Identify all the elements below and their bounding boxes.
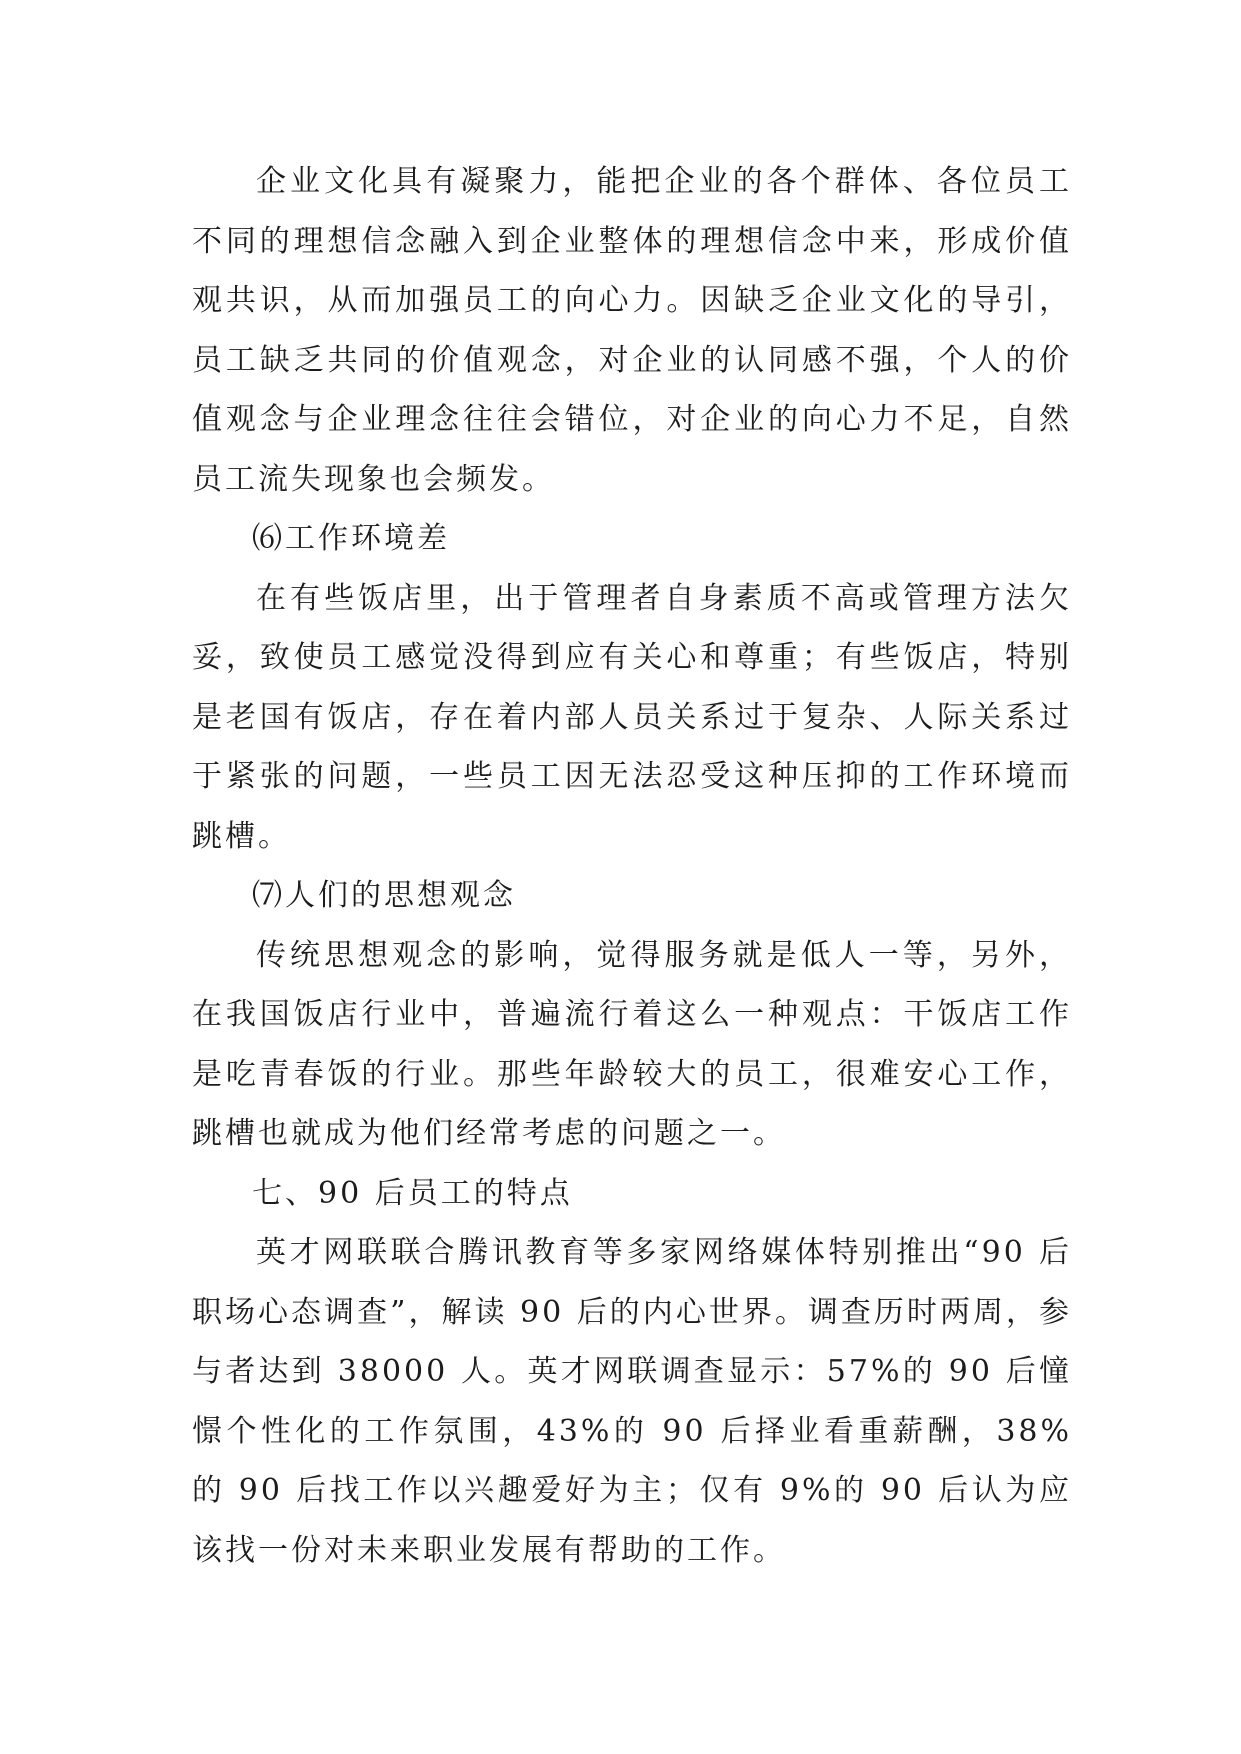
heading-ideas: ⑺人们的思想观念 [252,878,516,913]
paragraph-post90-survey: 英才网联联合腾讯教育等多家网络媒体特别推出“90 后职场心态调查”，解读 90 后的内心世界。调查历时两周，参与者达到 38000 人。英才网联调查显示：57%的 90 后憧憬个性化的工作氛围，43%的 90 后择业看重薪酬，38%的 90 后找工作以兴趣爱好为主；仅有 9%的 90 后认为应该找一份对未来职业发展有帮助的工作。 [192,1235,1072,1568]
paragraph-ideas: 传统思想观念的影响，觉得服务就是低人一等，另外，在我国饭店行业中，普遍流行着这么一种观点：干饭店工作是吃青春饭的行业。那些年龄较大的员工，很难安心工作，跳槽也就成为他们经常考虑的问题之一。 [192,937,1072,1151]
heading-post90-features: 七、90 后员工的特点 [252,1175,573,1211]
paragraph-work-environment: 在有些饭店里，出于管理者自身素质不高或管理方法欠妥，致使员工感觉没得到应有关心和尊重；有些饭店，特别是老国有饭店，存在着内部人员关系过于复杂、人际关系过于紧张的问题，一些员工因无法忍受这种压抑的工作环境而跳槽。 [192,580,1072,854]
document-body [192,152,1072,1580]
paragraph-corporate-culture: 企业文化具有凝聚力，能把企业的各个群体、各位员工不同的理想信念融入到企业整体的理想信念中来，形成价值观共识，从而加强员工的向心力。因缺乏企业文化的导引，员工缺乏共同的价值观念，对企业的认同感不强，个人的价值观念与企业理念往往会错位，对企业的向心力不足，自然员工流失现象也会频发。 [192,164,1072,497]
heading-work-environment: ⑹工作环境差 [252,521,450,556]
